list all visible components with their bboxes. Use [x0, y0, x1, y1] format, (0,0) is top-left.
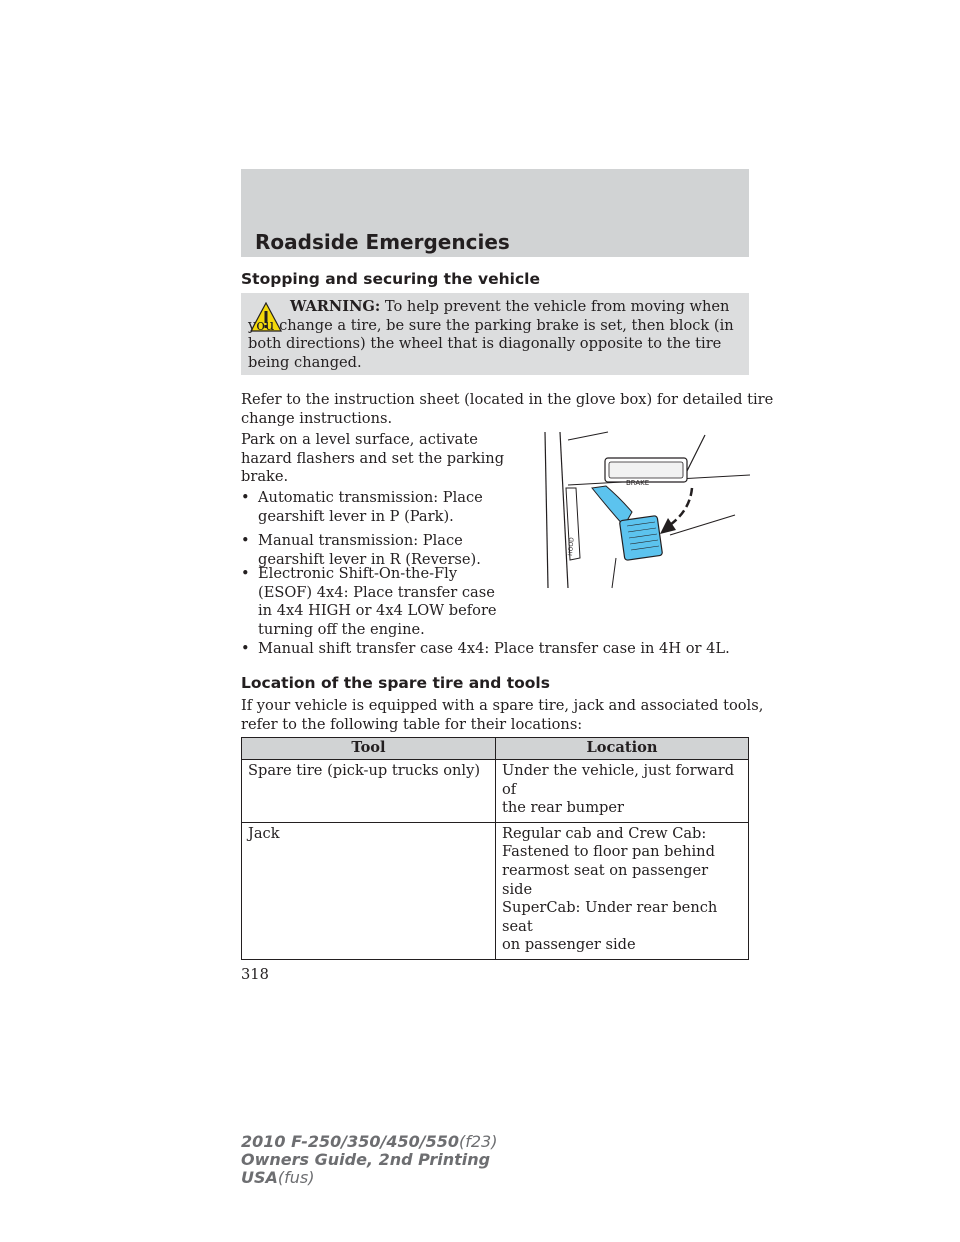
bullet-line: gearshift lever in R (Reverse).	[258, 550, 481, 568]
table-cell-tool: Jack	[242, 822, 496, 959]
bullet-dot: •	[241, 565, 250, 582]
paragraph-line: refer to the following table for their locations:	[241, 715, 583, 733]
section-header-title: Roadside Emergencies	[255, 230, 510, 254]
footer-market: USA	[241, 1168, 278, 1187]
location-line: SuperCab: Under rear bench seat	[502, 899, 718, 935]
document-footer	[241, 1133, 497, 1187]
table-header-tool: Tool	[242, 738, 496, 760]
warning-body: To help prevent the vehicle from moving when you change a tire, be sure the parking brake is set, then block (in both directions) the wheel that is diagonally opposite to the tire being changed.	[248, 298, 734, 371]
paragraph-line: brake.	[241, 468, 289, 486]
location-line: on passenger side	[502, 936, 636, 954]
footer-model: 2010 F-250/350/450/550	[241, 1132, 459, 1151]
paragraph-park-level	[241, 431, 504, 487]
bullet-dot: •	[241, 489, 250, 506]
parking-brake-illustration	[520, 430, 750, 590]
bullet-line: Automatic transmission: Place	[258, 489, 483, 506]
bullet-line: Manual transmission: Place	[258, 532, 463, 549]
bullet-line: gearshift lever in P (Park).	[258, 507, 454, 525]
bullet-dot: •	[241, 532, 250, 549]
hood-label: HOOD	[567, 537, 576, 557]
bullet-line: (ESOF) 4x4: Place transfer case	[258, 583, 495, 601]
heading-spare-tire-location: Location of the spare tire and tools	[241, 674, 550, 692]
table-cell-location	[496, 760, 749, 823]
table-row	[242, 822, 749, 959]
location-line: the rear bumper	[502, 799, 625, 817]
heading-stopping-securing: Stopping and securing the vehicle	[241, 270, 541, 288]
paragraph-line: change instructions.	[241, 409, 393, 427]
paragraph-spare-tire-intro	[241, 697, 763, 734]
footer-guide: Owners Guide, 2nd Printing	[241, 1150, 491, 1169]
paragraph-line: hazard flashers and set the parking	[241, 449, 505, 467]
table-cell-tool: Spare tire (pick-up trucks only)	[242, 760, 496, 823]
paragraph-line: Refer to the instruction sheet (located in the glove box) for detailed tire	[241, 391, 774, 408]
location-line: Regular cab and Crew Cab:	[502, 824, 707, 842]
warning-text	[248, 298, 742, 372]
brake-label: BRAKE	[626, 479, 650, 487]
table-cell-location	[496, 822, 749, 959]
table-header-row	[242, 738, 749, 760]
location-line: Under the vehicle, just forward of	[502, 762, 735, 798]
bullet-line: turning off the engine.	[258, 620, 425, 638]
bullet-line: Manual shift transfer case 4x4: Place transfer case in 4H or 4L.	[258, 640, 730, 657]
paragraph-line: Park on a level surface, activate	[241, 431, 478, 448]
bullet-line: in 4x4 HIGH or 4x4 LOW before	[258, 602, 497, 620]
location-line: Fastened to floor pan behind	[502, 843, 715, 861]
bullet-line: Electronic Shift-On-the-Fly	[258, 565, 458, 582]
paragraph-line: If your vehicle is equipped with a spare tire, jack and associated tools,	[241, 697, 764, 714]
footer-model-code: (f23)	[459, 1132, 498, 1151]
footer-market-code: (fus)	[277, 1168, 315, 1187]
location-line: rearmost seat on passenger side	[502, 861, 709, 898]
warning-label: WARNING:	[290, 298, 381, 315]
paragraph-refer-instruction	[241, 391, 773, 428]
page-number: 318	[241, 966, 269, 983]
table-row	[242, 760, 749, 823]
bullet-dot: •	[241, 640, 250, 657]
table-header-location: Location	[496, 738, 749, 760]
tools-location-table	[241, 737, 749, 960]
